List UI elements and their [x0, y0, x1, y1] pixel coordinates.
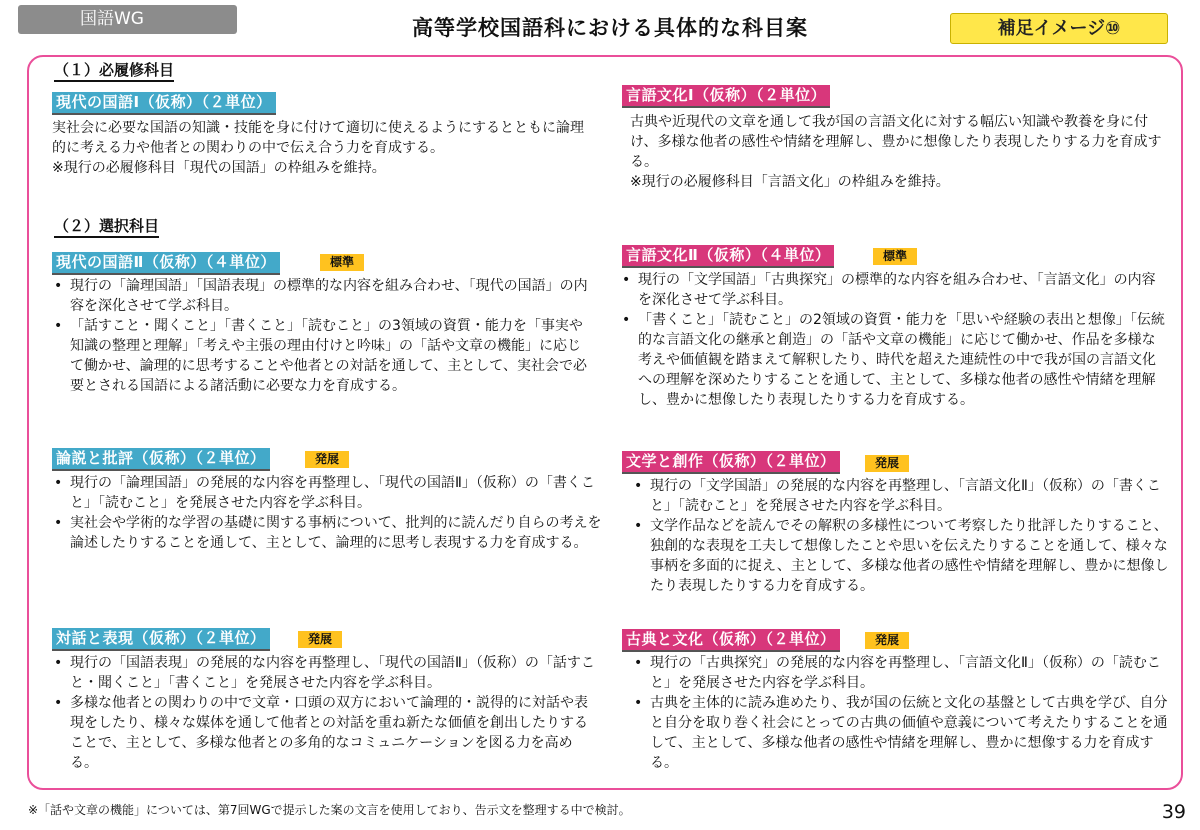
list-item: • 多様な他者との関わりの中で文章・口頭の双方において論理的・説得的に対話や表現をしたり、様々な媒体を通して他者との対話を重ね新たな価値を創出したりすることで、主として、多様な他者との多角的なコミュニケーションを図る力を高める。: [50, 693, 595, 773]
course-bullets-taiwa: [50, 653, 595, 773]
level-tag-advanced: 発展: [865, 455, 909, 472]
list-item: • 現行の「文学国語」「古典探究」の標準的な内容を組み合わせ、「言語文化」の内容を深化させて学ぶ科目。: [618, 270, 1168, 310]
level-tag-standard: 標準: [320, 254, 364, 271]
wg-label-badge: 国語WG: [18, 5, 237, 34]
course-bullets-ronsetsu: [50, 473, 605, 553]
level-tag-standard: 標準: [873, 248, 917, 265]
course-bullets-gendai2: [50, 276, 590, 396]
list-item: • 現行の「論理国語」「国語表現」の標準的な内容を組み合わせ、「現代の国語」の内容を深化させて学ぶ科目。: [50, 276, 590, 316]
course-bullets-gengo2: [618, 270, 1168, 410]
level-tag-advanced: 発展: [298, 631, 342, 648]
elective-courses-heading: （２）選択科目: [54, 218, 159, 238]
list-item: • 古典を主体的に読み進めたり、我が国の伝統と文化の基盤として古典を学び、自分と自分を取り巻く社会にとっての古典の価値や意義について考えたりすることを通して、主として、多様な他者の感性や情緒を理解し、豊かに想像する力を育成する。: [630, 693, 1170, 773]
page-number: 39: [1161, 801, 1186, 823]
course-title-taiwa: 対話と表現（仮称）（２単位）: [52, 628, 270, 651]
supplement-badge: 補足イメージ⑩: [950, 13, 1168, 44]
level-tag-advanced: 発展: [865, 632, 909, 649]
list-item: • 「話すこと・聞くこと」「書くこと」「読むこと」の3領域の資質・能力を「事実や知識の整理と理解」「考えや主張の理由付けと吟味」の「話や文章の機能」に応じて働かせ、論理的に思考することや他者との対話を通して、主として、実社会で必要とされる国語による諸活動に必要な力を育成する。: [50, 316, 590, 396]
course-title-gendai2: 現代の国語Ⅱ（仮称）（４単位）: [52, 252, 280, 275]
page-title: 高等学校国語科における具体的な科目案: [412, 16, 808, 40]
required-courses-heading: （１）必履修科目: [54, 62, 174, 82]
course-note: ※現行の必履修科目「言語文化」の枠組みを維持。: [630, 174, 950, 190]
course-desc-gendai1: [52, 118, 592, 178]
list-item: • 「書くこと」「読むこと」の2領域の資質・能力を「思いや経験の表出と想像」「伝統的な言語文化の継承と創造」の「話や文章の機能」に応じて働かせ、作品を多様な考えや価値観を踏まえて解釈したり、時代を超えた連続性の中で我が国の言語文化への理解を深めたりすることを通して、主として、多様な他者の感性や情緒を理解し、豊かに想像したり表現したりする力を育成する。: [618, 310, 1168, 410]
level-tag-advanced: 発展: [305, 451, 349, 468]
list-item: • 現行の「文学国語」の発展的な内容を再整理し、「言語文化Ⅱ」（仮称）の「書くこと」「読むこと」を発展させた内容を学ぶ科目。: [630, 476, 1170, 516]
course-title-koten: 古典と文化（仮称）（２単位）: [622, 629, 840, 652]
course-title-bungaku: 文学と創作（仮称）（２単位）: [622, 451, 840, 474]
course-title-gengo2: 言語文化Ⅱ（仮称）（４単位）: [622, 245, 834, 268]
footnote: ※「話や文章の機能」については、第7回WGで提示した案の文言を使用しており、告示文を整理する中で検討。: [28, 803, 631, 817]
course-bullets-bungaku: [630, 476, 1170, 596]
list-item: • 現行の「論理国語」の発展的な内容を再整理し、「現代の国語Ⅱ」（仮称）の「書くこと」「読むこと」を発展させた内容を学ぶ科目。: [50, 473, 605, 513]
course-desc-paragraph: 古典や近現代の文章を通して我が国の言語文化に対する幅広い知識や教養を身に付け、多様な他者の感性や情緒を理解し、豊かに想像したり表現したりする力を育成する。: [630, 114, 1162, 170]
course-bullets-koten: [630, 653, 1170, 773]
course-title-gengo1: 言語文化Ⅰ（仮称）（２単位）: [622, 85, 830, 108]
course-note: ※現行の必履修科目「現代の国語」の枠組みを維持。: [52, 160, 386, 176]
course-desc-paragraph: 実社会に必要な国語の知識・技能を身に付けて適切に使えるようにするとともに論理的に考える力や他者との関わりの中で伝え合う力を育成する。: [52, 120, 584, 156]
course-title-gendai1: 現代の国語Ⅰ（仮称）（２単位）: [52, 92, 276, 115]
list-item: • 現行の「古典探究」の発展的な内容を再整理し、「言語文化Ⅱ」（仮称）の「読むこと」を発展させた内容を学ぶ科目。: [630, 653, 1170, 693]
list-item: • 実社会や学術的な学習の基礎に関する事柄について、批判的に読んだり自らの考えを論述したりすることを通して、主として、論理的に思考し表現する力を育成する。: [50, 513, 605, 553]
course-desc-gengo1: [630, 112, 1170, 192]
course-title-ronsetsu: 論説と批評（仮称）（２単位）: [52, 448, 270, 471]
list-item: • 現行の「国語表現」の発展的な内容を再整理し、「現代の国語Ⅱ」（仮称）の「話すこと・聞くこと」「書くこと」を発展させた内容を学ぶ科目。: [50, 653, 595, 693]
list-item: • 文学作品などを読んでその解釈の多様性について考察したり批評したりすること、独創的な表現を工夫して想像したことや思いを伝えたりすることを通して、様々な事柄を多面的に捉え、主として、多様な他者の感性や情緒を理解し、豊かに想像したり表現したりする力を育成する。: [630, 516, 1170, 596]
